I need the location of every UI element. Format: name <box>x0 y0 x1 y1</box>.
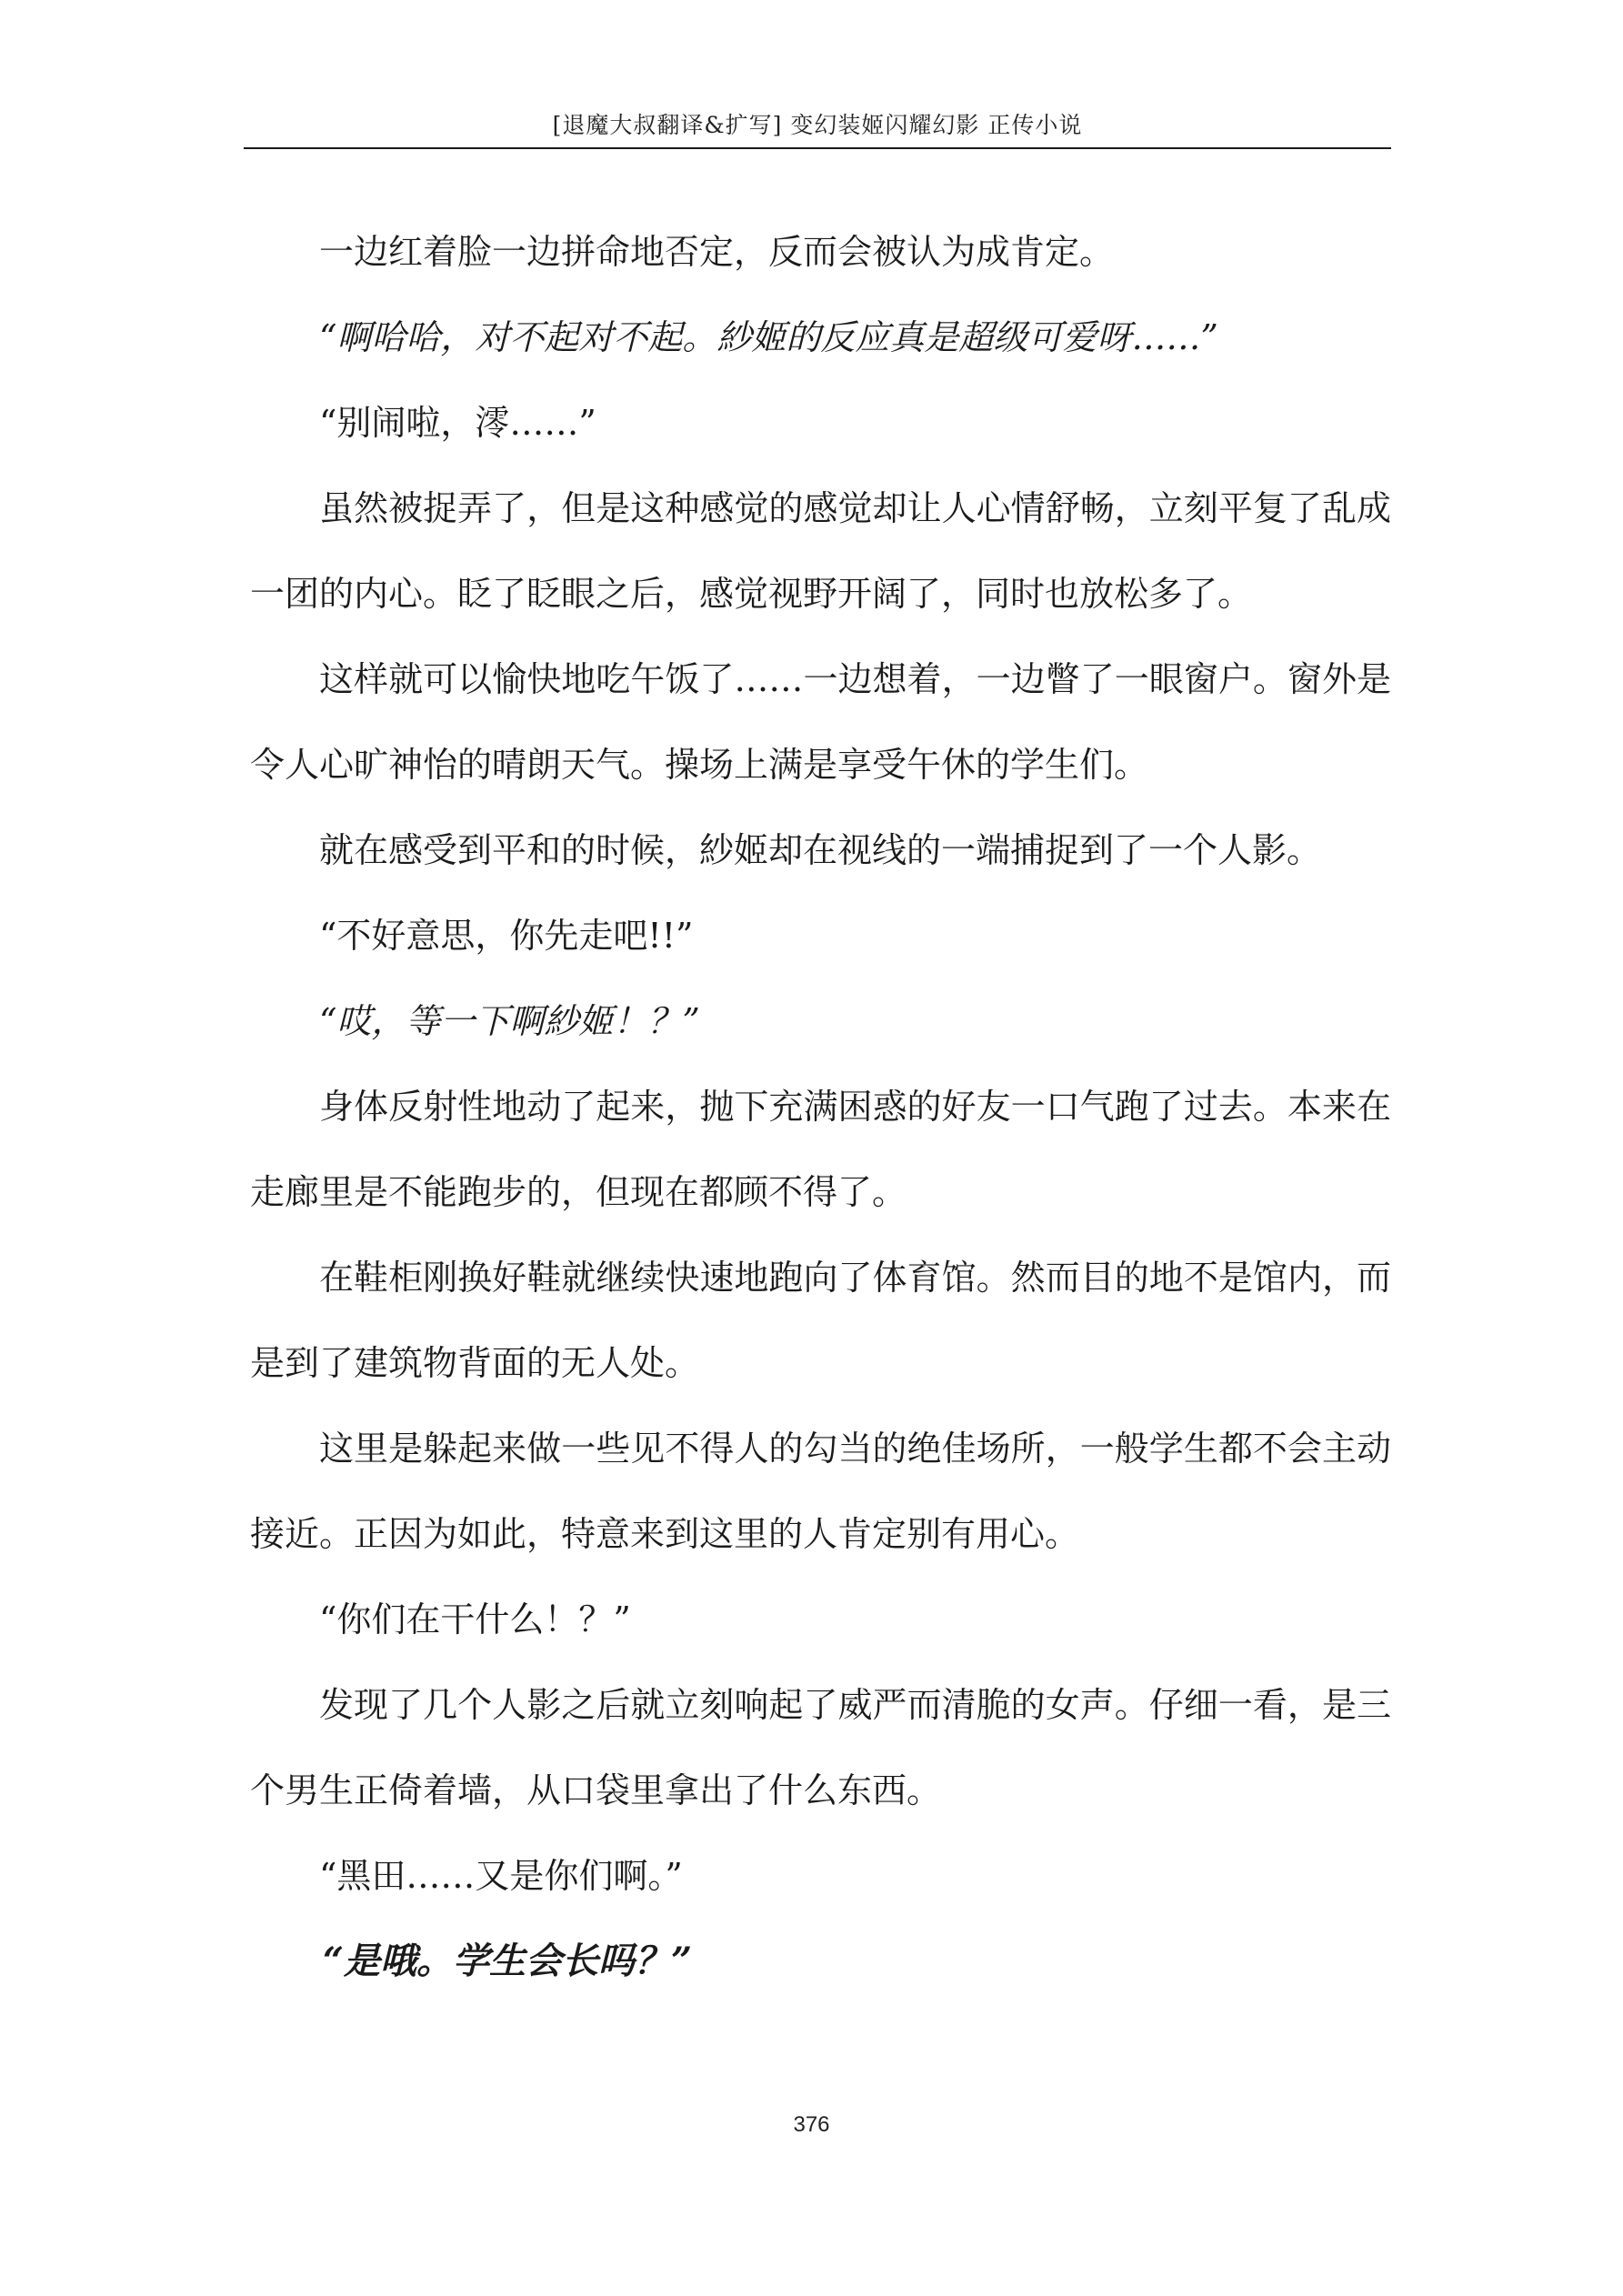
paragraph: 就在感受到平和的时候，紗姬却在视线的一端捕捉到了一个人影。 <box>319 830 1322 870</box>
paragraph: 这里是躲起来做一些见不得人的勾当的绝佳场所，一般学生都不会主动接近。正因为如此，特意来到这里的人肯定别有用心。 <box>250 1429 1391 1554</box>
paragraph: 这样就可以愉快地吃午饭了……一边想着，一边瞥了一眼窗户。窗外是令人心旷神怡的晴朗天气。操场上满是享受午休的学生们。 <box>250 659 1391 785</box>
page-number: 376 <box>793 2112 830 2137</box>
dialogue-line: “别闹啦，澪……” <box>319 403 596 443</box>
dialogue-line: “啊哈哈，对不起对不起。紗姬的反应真是超级可爱呀……” <box>319 317 1218 357</box>
dialogue-line: “不好意思，你先走吧!!” <box>319 916 694 956</box>
running-header: [退魔大叔翻译&扩写] 变幻装姬闪耀幻影 正传小说 <box>552 112 1083 138</box>
paragraph: 一边红着脸一边拼命地否定，反而会被认为成肯定。 <box>319 232 1115 272</box>
dialogue-line: “哎，等一下啊紗姬！？” <box>319 1001 700 1041</box>
paragraph: 发现了几个人影之后就立刻响起了威严而清脆的女声。仔细一看，是三个男生正倚着墙，从口袋里拿出了什么东西。 <box>250 1685 1391 1810</box>
dialogue-line: “你们在干什么！？” <box>319 1599 631 1639</box>
body-text <box>250 209 1391 2004</box>
dialogue-line: “黑田……又是你们啊。” <box>319 1856 683 1896</box>
paragraph: 在鞋柜刚换好鞋就继续快速地跑向了体育馆。然而目的地不是馆内，而是到了建筑物背面的无人处。 <box>250 1258 1391 1383</box>
dialogue-line: “是哦。学生会长吗？” <box>323 1940 693 1982</box>
paragraph: 身体反射性地动了起来，抛下充满困惑的好友一口气跑了过去。本来在走廊里是不能跑步的，但现在都顾不得了。 <box>250 1087 1391 1212</box>
paragraph: 虽然被捉弄了，但是这种感觉的感觉却让人心情舒畅，立刻平复了乱成一团的内心。眨了眨眼之后，感觉视野开阔了，同时也放松多了。 <box>250 488 1391 614</box>
header-divider <box>244 147 1391 149</box>
